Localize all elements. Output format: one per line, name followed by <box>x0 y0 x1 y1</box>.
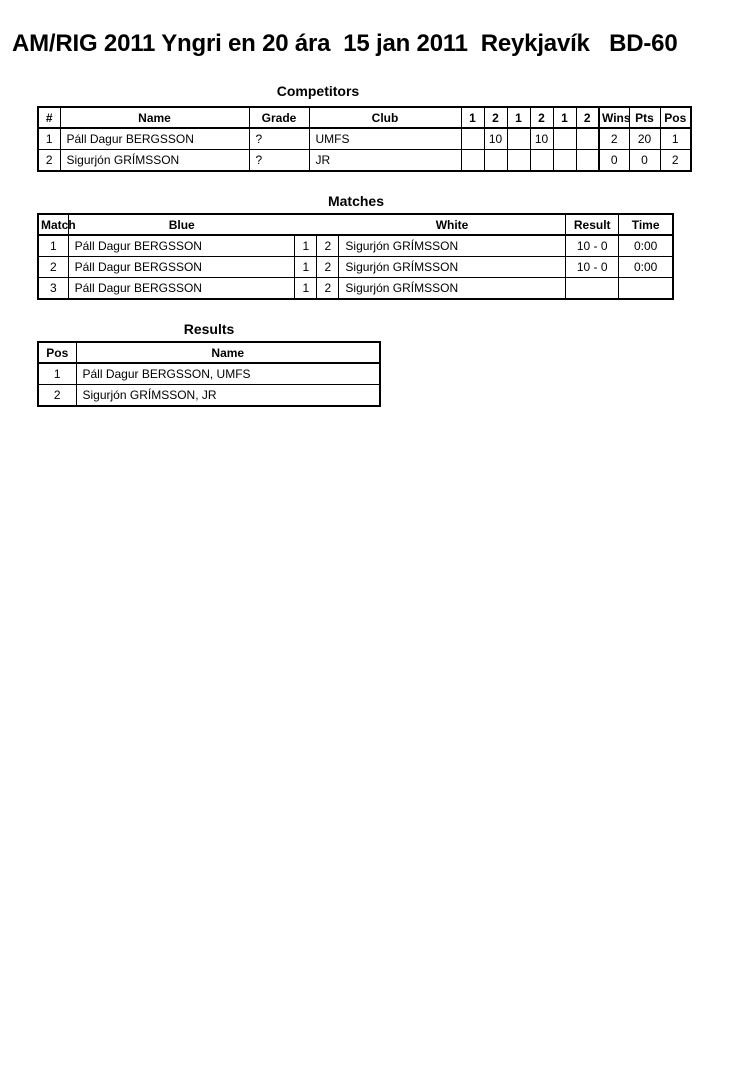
match-number: 1 <box>38 235 68 257</box>
blue-competitor: Páll Dagur BERGSSON <box>68 235 295 257</box>
score-cell <box>461 128 484 150</box>
column-header: 1 <box>507 107 530 128</box>
match-time <box>619 278 673 300</box>
column-header-spacer <box>295 214 339 235</box>
column-header: Pos <box>38 342 76 363</box>
competitors-heading: Competitors <box>276 83 360 99</box>
table-row <box>38 257 673 278</box>
competitor-club: UMFS <box>309 128 461 150</box>
competitor-number: 2 <box>38 150 60 172</box>
column-header: Wins <box>599 107 629 128</box>
column-header: Name <box>76 342 380 363</box>
column-header: 1 <box>553 107 576 128</box>
match-result: 10 - 0 <box>566 257 619 278</box>
blue-competitor: Páll Dagur BERGSSON <box>68 257 295 278</box>
column-header: # <box>38 107 60 128</box>
competitor-wins: 2 <box>599 128 629 150</box>
competitor-points: 20 <box>629 128 660 150</box>
match-number: 3 <box>38 278 68 300</box>
white-competitor: Sigurjón GRÍMSSON <box>339 235 566 257</box>
table-row <box>38 363 380 385</box>
table-row <box>38 150 691 172</box>
score-cell <box>530 150 553 172</box>
table-row <box>38 278 673 300</box>
competitors-table <box>37 106 692 172</box>
white-competitor: Sigurjón GRÍMSSON <box>339 278 566 300</box>
column-header: Match <box>38 214 68 235</box>
match-time: 0:00 <box>619 235 673 257</box>
column-header: Time <box>619 214 673 235</box>
table-row <box>38 128 691 150</box>
result-name: Páll Dagur BERGSSON, UMFS <box>76 363 380 385</box>
result-position: 1 <box>38 363 76 385</box>
competitor-wins: 0 <box>599 150 629 172</box>
competitor-grade: ? <box>249 150 309 172</box>
competitor-number: 1 <box>38 128 60 150</box>
column-header: Result <box>566 214 619 235</box>
score-cell <box>507 128 530 150</box>
competitor-name: Páll Dagur BERGSSON <box>60 128 249 150</box>
page-title: AM/RIG 2011 Yngri en 20 ára 15 jan 2011 Reykjavík BD-60 <box>12 30 678 57</box>
table-row <box>38 235 673 257</box>
competitor-name: Sigurjón GRÍMSSON <box>60 150 249 172</box>
results-heading: Results <box>183 321 235 337</box>
white-number: 2 <box>317 257 339 278</box>
score-cell <box>553 128 576 150</box>
column-header: Pts <box>629 107 660 128</box>
competitors-header-row <box>38 107 691 128</box>
score-cell: 10 <box>484 128 507 150</box>
score-cell: 10 <box>530 128 553 150</box>
results-header-row <box>38 342 380 363</box>
results-table <box>37 341 381 407</box>
score-cell <box>576 128 599 150</box>
white-number: 2 <box>317 278 339 300</box>
match-result <box>566 278 619 300</box>
column-header: Blue <box>68 214 295 235</box>
column-header: Pos <box>660 107 691 128</box>
score-cell <box>461 150 484 172</box>
column-header: Club <box>309 107 461 128</box>
column-header: 2 <box>530 107 553 128</box>
score-cell <box>507 150 530 172</box>
blue-number: 1 <box>295 257 317 278</box>
column-header: 2 <box>484 107 507 128</box>
competitor-position: 2 <box>660 150 691 172</box>
white-competitor: Sigurjón GRÍMSSON <box>339 257 566 278</box>
matches-table <box>37 213 674 300</box>
score-cell <box>553 150 576 172</box>
result-position: 2 <box>38 385 76 407</box>
matches-header-row <box>38 214 673 235</box>
score-cell <box>484 150 507 172</box>
competitor-points: 0 <box>629 150 660 172</box>
column-header: 2 <box>576 107 599 128</box>
result-name: Sigurjón GRÍMSSON, JR <box>76 385 380 407</box>
competitor-position: 1 <box>660 128 691 150</box>
table-row <box>38 385 380 407</box>
blue-number: 1 <box>295 235 317 257</box>
competitor-club: JR <box>309 150 461 172</box>
white-number: 2 <box>317 235 339 257</box>
blue-number: 1 <box>295 278 317 300</box>
match-time: 0:00 <box>619 257 673 278</box>
column-header: 1 <box>461 107 484 128</box>
match-result: 10 - 0 <box>566 235 619 257</box>
matches-heading: Matches <box>327 193 385 209</box>
match-number: 2 <box>38 257 68 278</box>
blue-competitor: Páll Dagur BERGSSON <box>68 278 295 300</box>
competitor-grade: ? <box>249 128 309 150</box>
score-cell <box>576 150 599 172</box>
column-header: Grade <box>249 107 309 128</box>
column-header: White <box>339 214 566 235</box>
column-header: Name <box>60 107 249 128</box>
